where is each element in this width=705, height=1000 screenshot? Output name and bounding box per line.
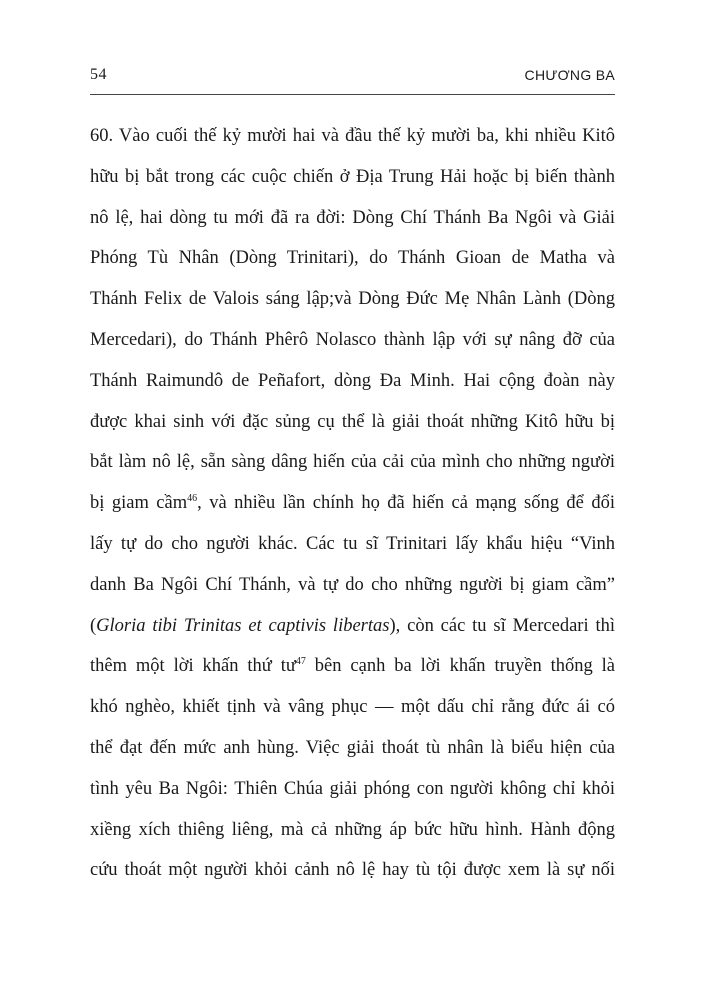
text-line: Phóng Tù Nhân (Dòng Trinitari), do Thánh Gioan de Matha và xyxy=(90,248,615,269)
body-paragraph xyxy=(90,116,615,891)
page-number: 54 xyxy=(90,66,107,83)
text-line: khó nghèo, khiết tịnh và vâng phục — một dấu chỉ rằng đức ái có xyxy=(90,697,615,718)
text-segment: thêm một lời khấn thứ tư xyxy=(90,656,296,677)
text-line: thể đạt đến mức anh hùng. Việc giải thoát tù nhân là biểu hiện của xyxy=(90,737,615,758)
text-line: được khai sinh với đặc sủng cụ thể là giải thoát những Kitô hữu bị xyxy=(90,411,615,432)
text-line: Thánh Raimundô de Peñafort, dòng Đa Minh. Hai cộng đoàn này xyxy=(90,370,615,391)
text-segment: bên cạnh ba lời khấn truyền thống là xyxy=(305,656,615,677)
latin-motto: Gloria tibi Trinitas et captivis libertas xyxy=(96,615,390,636)
chapter-title: CHƯƠNG BA xyxy=(524,67,615,83)
text-segment: bị giam cầm xyxy=(90,493,188,514)
text-line: tình yêu Ba Ngôi: Thiên Chúa giải phóng con người không chỉ khỏi xyxy=(90,778,615,799)
text-line: Thánh Felix de Valois sáng lập;và Dòng Đức Mẹ Nhân Lành (Dòng xyxy=(90,289,615,310)
text-segment: , và nhiều lần chính họ đã hiến cả mạng sống để đổi xyxy=(197,493,615,514)
text-line-with-footnote xyxy=(90,483,615,524)
text-line: Mercedari), do Thánh Phêrô Nolasco thành lập với sự nâng đỡ của xyxy=(90,329,615,350)
text-line: xiềng xích thiêng liêng, mà cả những áp bức hữu hình. Hành động xyxy=(90,819,615,840)
text-line: lấy tự do cho người khác. Các tu sĩ Trinitari lấy khẩu hiệu “Vinh xyxy=(90,533,615,554)
text-line-with-footnote xyxy=(90,646,615,687)
text-line: nô lệ, hai dòng tu mới đã ra đời: Dòng Chí Thánh Ba Ngôi và Giải xyxy=(90,207,615,228)
text-line: bắt làm nô lệ, sẵn sàng dâng hiến của cải của mình cho những người xyxy=(90,452,615,473)
text-segment: ), còn các tu sĩ Mercedari thì xyxy=(389,615,615,636)
text-line: danh Ba Ngôi Chí Thánh, và tự do cho những người bị giam cầm” xyxy=(90,574,615,595)
page-header xyxy=(90,58,615,95)
text-segment: ( xyxy=(90,615,97,636)
footnote-ref-46: 46 xyxy=(187,493,198,505)
text-line: cứu thoát một người khỏi cảnh nô lệ hay tù tội được xem là sự nối xyxy=(90,860,615,881)
text-line: hữu bị bắt trong các cuộc chiến ở Địa Trung Hải hoặc bị biến thành xyxy=(90,166,615,187)
text-line-latin-motto xyxy=(90,606,615,647)
footnote-ref-47: 47 xyxy=(295,656,306,668)
text-line: 60. Vào cuối thế kỷ mười hai và đầu thế kỷ mười ba, khi nhiều Kitô xyxy=(90,126,615,146)
